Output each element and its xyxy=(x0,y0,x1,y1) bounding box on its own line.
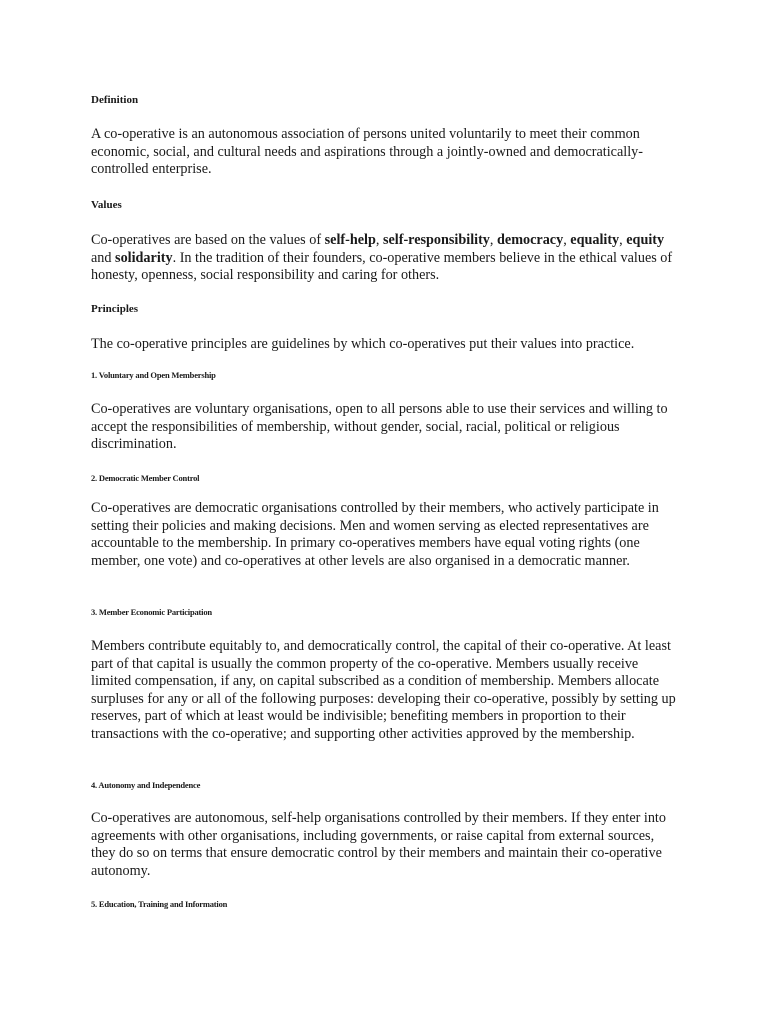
value-equity: equity xyxy=(626,232,665,248)
values-text: Co-operatives are based on the values of self-help, self-responsibility, democracy, equality, equity and solidarity. In the tradition of their founders, co-operative members believe in the ethical values of honesty, openness, social responsibility and caring for others. xyxy=(91,232,673,284)
values-heading: Values xyxy=(91,199,122,211)
principle-1-text: Co-operatives are voluntary organisations, open to all persons able to use their services and willing to accept the responsibilities of membership, without gender, social, racial, political or religious discrimination. xyxy=(91,401,668,453)
principle-2-text: Co-operatives are democratic organisations controlled by their members, who actively participate in setting their policies and making decisions. Men and women serving as elected representatives are accountable to the membership. In primary co-operatives members have equal voting rights (one member, one vote) and co-operatives at other levels are also organised in a democratic manner. xyxy=(91,500,659,569)
principle-2-title: 2. Democratic Member Control xyxy=(91,473,200,483)
principle-5-title: 5. Education, Training and Information xyxy=(91,899,228,909)
principles-intro: The co-operative principles are guidelines by which co-operatives put their values into practice. xyxy=(91,336,635,352)
principle-3-title: 3. Member Economic Participation xyxy=(91,607,212,617)
value-self-help: self-help xyxy=(324,232,376,248)
value-equality: equality xyxy=(570,232,620,248)
principle-4-text: Co-operatives are autonomous, self-help organisations controlled by their members. If they enter into agreements with other organisations, including governments, or raise capital from external sources, they do so on terms that ensure democratic control by their members and maintain their co-operative autonomy. xyxy=(91,810,666,879)
principle-4-title: 4. Autonomy and Independence xyxy=(91,780,201,790)
principle-1-title: 1. Voluntary and Open Membership xyxy=(91,370,216,380)
value-solidarity: solidarity xyxy=(115,249,173,266)
principle-3-text: Members contribute equitably to, and democratically control, the capital of their co-operative. At least part of that capital is usually the common property of the co-operative. Members usually receive limited compensation, if any, on capital subscribed as a condition of membership. Members allocate surpluses for any or all of the following purposes: developing their co-operative, possibly by setting up reserves, part of which at least would be indivisible; benefiting members in proportion to their transactions with the co-operative; and supporting other activities approved by the membership. xyxy=(91,638,676,742)
value-self-responsibility: self-responsibility xyxy=(382,232,490,248)
value-democracy: democracy xyxy=(497,232,564,248)
definition-heading: Definition xyxy=(91,94,139,106)
principles-heading: Principles xyxy=(91,303,139,315)
definition-text: A co-operative is an autonomous association of persons united voluntarily to meet their common economic, social, and cultural needs and aspirations through a jointly-owned and democratically-controlled enterprise. xyxy=(91,126,643,178)
